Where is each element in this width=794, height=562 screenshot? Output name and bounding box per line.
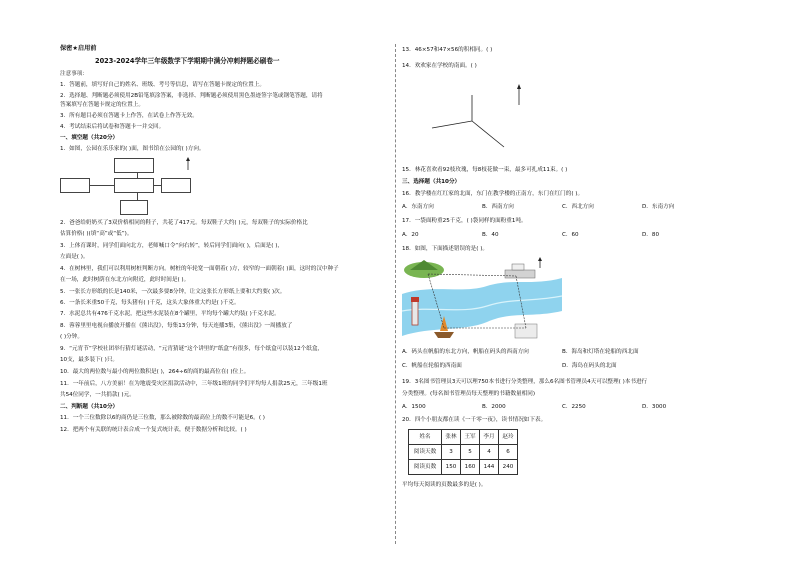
question-14: 14．欢欢家在学校的南面。( ) [402, 63, 477, 69]
option-b: B．2000 [482, 404, 506, 410]
table-cell: 160 [461, 460, 480, 475]
question-15: 15．林花喜欢看92枝玫瑰，每8枝花做一束，最多可扎成11束。( ) [402, 167, 568, 173]
option-a: A．1500 [402, 404, 426, 410]
option-c: C．2250 [562, 404, 586, 410]
direction-map [402, 75, 552, 160]
table-header-cell: 张林 [442, 430, 461, 445]
option-c: C．西北方向 [562, 204, 594, 210]
school-label [161, 178, 191, 193]
notes-item: 2．选择题、判断题必须使用2B铅笔填涂答案，非选择、判断题必须使用黑色墨迹签字笔或钢笔答题，请将 [60, 93, 323, 99]
question-19: 19．3名图书管理员3天可以理750本书进行分类整理，那么6名图书管理员4天可以整理( )本书进行 [402, 379, 648, 385]
option-d: D．3000 [642, 404, 667, 410]
table-cell: 150 [442, 460, 461, 475]
question-11-cont: 共54位同学，一共捐款( )元。 [60, 392, 135, 398]
section-choice-heading: 三、选择题（共10分） [402, 179, 461, 185]
question-9: 9．“元宵节”学校社团举行猜灯谜活动，“元宵猜谜”这个讲里的“纸盒”有很多，每个纸盒可以装12个纸盒， [60, 346, 324, 352]
table-header-cell: 姓名 [409, 430, 442, 445]
notes-item: 1．答题前，填写好自己的姓名、班级、考号等信息，请写在答题卡规定的位置上。 [60, 82, 265, 88]
north-arrow-icon [185, 157, 199, 171]
option-d: D．海岛在码头的北面 [562, 363, 617, 369]
option-a: A．20 [402, 232, 419, 238]
notes-item: 3．所有题目必须在答题卡上作答，在试卷上作答无效。 [60, 113, 198, 119]
question-2: 2．爸爸给奶奶买了3双价格相同的鞋子，共花了417元。每双鞋子大约( )元，每双鞋子的实际价格比 [60, 220, 308, 226]
direction-map-lines [402, 75, 552, 160]
library-label [114, 158, 154, 173]
question-4: 4．在树林里，我们可以利用树桩判断方向。树桩的年轮宽一面朝着( )方，较窄的一面朝着( )面，这时的汉中种子 [60, 266, 339, 272]
secret-label: 保密★启用前 [60, 45, 97, 52]
table-cell: 240 [499, 460, 518, 475]
north-arrow [185, 157, 199, 174]
option-d: D．东南方向 [642, 204, 675, 210]
question-17: 17．一袋面粉重25千克，( )袋同样的面粉重1吨。 [402, 218, 527, 224]
option-b: B．西南方向 [482, 204, 514, 210]
table-header-cell: 赵玲 [499, 430, 518, 445]
option-d: D．80 [642, 232, 660, 238]
market-label [120, 200, 148, 215]
table-cell: 5 [461, 445, 480, 460]
question-20-tail: 平均每天阅读的页数最多的是( )。 [402, 482, 487, 488]
question-9-cont: 10支，最多装下( )只。 [60, 357, 119, 363]
table-header-row [409, 430, 518, 445]
notes-heading: 注意事项： [60, 71, 88, 77]
table-row-label: 阅读天数 [409, 445, 442, 460]
question-5: 5．一张长方形纸的长是140米，一次最多要8分钟，让文这张长方形纸上要和大约要( )次。 [60, 289, 286, 295]
question-8-cont: ( )分钟。 [60, 334, 83, 340]
table-header-cell: 王军 [461, 430, 480, 445]
park-label [60, 178, 90, 193]
sea-map-picture [402, 256, 562, 346]
question-16: 16．教学楼在红红家的北面，东门在教学楼的正南方，东门在红门的( )。 [402, 191, 584, 197]
question-2-cont: 估算价格( )(填“高”或“低”)。 [60, 231, 133, 237]
table-cell: 3 [442, 445, 461, 460]
question-8: 8．蓉蓉里里电视台播放开播在《熊出没》，每集13分钟，每天连播3集，《熊出没》一周播放了 [60, 323, 293, 329]
question-1: 1．如图，公园在乐乐家的( )面，图书馆在公园的( )方向。 [60, 146, 205, 152]
question-3: 3．上体育课时，同学们面向北方，老师喊口令“向右转”，转后同学们面向( )，后面是( )， [60, 243, 284, 249]
notes-item: 4．考试结束后将试卷和答题卡一并交回。 [60, 124, 165, 130]
option-c: C．60 [562, 232, 579, 238]
table-row-label: 阅读页数 [409, 460, 442, 475]
option-a: A．东南方向 [402, 204, 434, 210]
question-7: 7．水泥总共有476千克水泥，把这些水泥装在8个罐里，平均每个罐大约装( )千克水泥。 [60, 311, 280, 317]
sea-map [402, 256, 562, 346]
exam-title: 2023-2024学年三年级数学下学期期中满分冲刺押题必刷卷一 [95, 57, 280, 65]
question-20: 20．四个小朋友都在读《一千零一夜》，读书情况如下表。 [402, 417, 547, 423]
table-cell: 144 [480, 460, 499, 475]
reading-table [408, 429, 518, 475]
home-label [114, 178, 154, 193]
judge-question-12: 12．把两个有关联的统计表合成一个复式统计表，便于数据分析和比较。( ) [60, 427, 247, 433]
table-row [409, 460, 518, 475]
table-cell: 6 [499, 445, 518, 460]
notes-item: 答案填写在答题卡规定的位置上。 [60, 102, 144, 108]
table-header-cell: 李月 [480, 430, 499, 445]
question-19-cont: 分类整理。(每名图书管理员每天整理的书籍数量相同) [402, 391, 536, 397]
option-a: A．码头在帆船的东北方向，帆船在码头的西南方向 [402, 349, 529, 355]
section-judge-heading: 二、判断题（共10分） [60, 404, 119, 410]
column-divider [395, 44, 396, 544]
question-6: 6．一条长米重50千克，每头猪有( )千克，这头大象体重大约是( )千克。 [60, 300, 240, 306]
section-fill-heading: 一、填空题（共20分） [60, 135, 119, 141]
option-c: C．帆船在轮船的西南面 [402, 363, 462, 369]
question-10: 10．最大的两位数与最小的两位数积是( )，264÷6的商的最高位在( )位上。 [60, 369, 250, 375]
option-b: B．海岛和灯塔在轮船的西北面 [562, 349, 639, 355]
question-11: 11．一年前后，八方美丽！在为地震受灾区捐款活动中，三年级1班的同学们平均每人捐款25元，三年级1班 [60, 381, 328, 387]
option-b: B．40 [482, 232, 499, 238]
question-18: 18．如图，下面描述错误的是( )。 [402, 246, 488, 252]
question-4-cont: 在一场，此时树荫在东北方向附近，此时时间是( )。 [60, 277, 190, 283]
question-13: 13．46×57和47×56的积相同。( ) [402, 47, 493, 53]
judge-question-11: 11．一个三位数除以6的商仍是三位数，那么被除数的最高位上的数不可能是6。( ) [60, 415, 265, 421]
question-3-cont: 左面是( )。 [60, 254, 89, 260]
table-row [409, 445, 518, 460]
position-map [60, 155, 220, 255]
table-cell: 4 [480, 445, 499, 460]
